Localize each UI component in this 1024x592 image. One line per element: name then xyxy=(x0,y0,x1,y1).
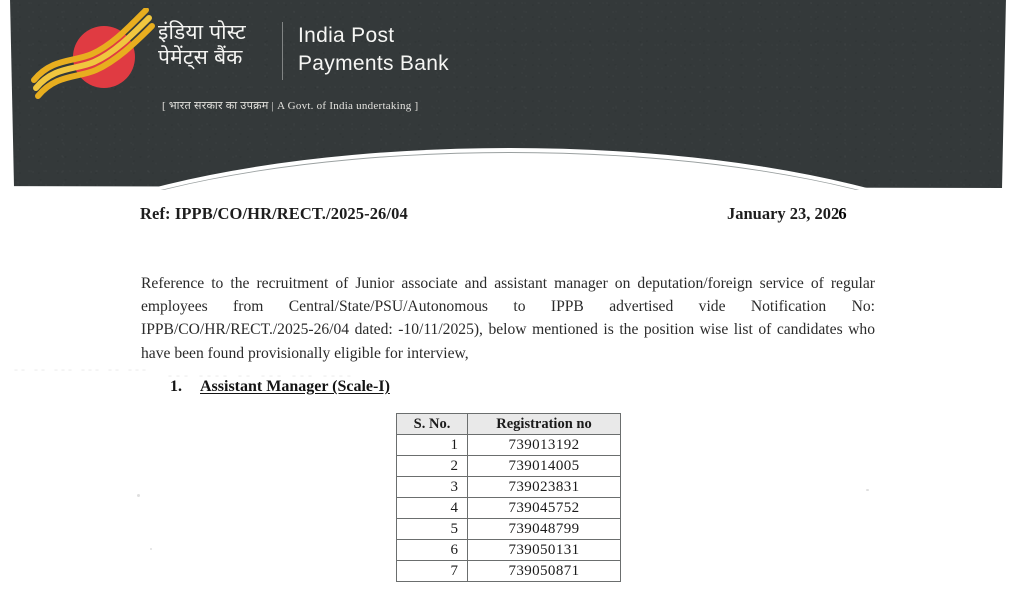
table-row xyxy=(397,477,621,498)
brand-hindi-line-1: इंडिया पोस्ट xyxy=(158,21,246,44)
cell-serial-number: 4 xyxy=(397,498,468,519)
cell-registration-no: 739048799 xyxy=(468,519,621,540)
cell-serial-number: 7 xyxy=(397,561,468,582)
table-row xyxy=(397,498,621,519)
section-title: Assistant Manager (Scale-I) xyxy=(200,378,390,395)
cell-registration-no: 739050131 xyxy=(468,540,621,561)
section-number: 1. xyxy=(170,378,182,395)
reference-number: Ref: IPPB/CO/HR/RECT./2025-26/04 xyxy=(140,204,408,223)
brand-english-line-2: Payments Bank xyxy=(298,52,449,75)
table-body xyxy=(397,435,621,582)
table-row xyxy=(397,435,621,456)
cell-registration-no: 739023831 xyxy=(468,477,621,498)
section-heading-assistant-manager xyxy=(170,378,390,396)
tagline-bracket-open: [ xyxy=(162,100,166,112)
govt-undertaking-tagline xyxy=(162,98,418,113)
brand-block xyxy=(158,20,246,70)
bank-logo xyxy=(30,8,170,104)
letterhead-header xyxy=(10,0,1006,190)
scan-speck xyxy=(150,548,152,550)
cell-registration-no: 739045752 xyxy=(468,498,621,519)
cell-registration-no: 739013192 xyxy=(468,435,621,456)
tagline-separator: | xyxy=(271,100,275,112)
cell-registration-no: 739050871 xyxy=(468,561,621,582)
page-right-margin xyxy=(1006,0,1024,190)
eligible-candidates-table xyxy=(396,413,621,582)
document-date xyxy=(727,204,847,224)
table-row xyxy=(397,519,621,540)
tagline-english: A Govt. of India undertaking xyxy=(277,100,412,112)
table-row xyxy=(397,540,621,561)
table-row xyxy=(397,456,621,477)
body-paragraph: Reference to the recruitment of Junior associate and assistant manager on deputation/foreign service of regular employees from Central/State/PSU/Autonomous to IPPB advertised vide Notification No: IPPB/CO/HR/RECT./2025-26/04 dated: -10/11/2025), below mentioned is the position wise list of candidates who have been found provisionally eligible for interview, xyxy=(141,275,875,362)
tagline-hindi: भारत सरकार का उपक्रम xyxy=(168,100,269,112)
table-row xyxy=(397,561,621,582)
column-header-registration-no: Registration no xyxy=(468,414,621,435)
scan-speck xyxy=(866,489,869,491)
cell-serial-number: 5 xyxy=(397,519,468,540)
document-date-overstrike-digit: 6 xyxy=(838,204,847,223)
cell-serial-number: 1 xyxy=(397,435,468,456)
cell-serial-number: 6 xyxy=(397,540,468,561)
document-date-main: January 23, 202 xyxy=(727,204,840,223)
cell-registration-no: 739014005 xyxy=(468,456,621,477)
table-header-row xyxy=(397,414,621,435)
brand-english-block xyxy=(298,22,449,78)
logo-swoosh-icon xyxy=(30,8,170,104)
tagline-bracket-close: ] xyxy=(414,100,419,112)
brand-divider xyxy=(282,22,283,80)
scan-speck xyxy=(137,494,140,497)
cell-serial-number: 2 xyxy=(397,456,468,477)
scan-artifact-line-1: -- -- --- --- -- --- xyxy=(14,362,149,376)
scan-artifact-line-2: --- ---- -- --- --- ---- xyxy=(168,368,355,382)
cell-serial-number: 3 xyxy=(397,477,468,498)
brand-hindi-line-2: पेमेंट्स बैंक xyxy=(158,46,243,69)
column-header-serial-number: S. No. xyxy=(397,414,468,435)
brand-english-line-1: India Post xyxy=(298,24,395,47)
